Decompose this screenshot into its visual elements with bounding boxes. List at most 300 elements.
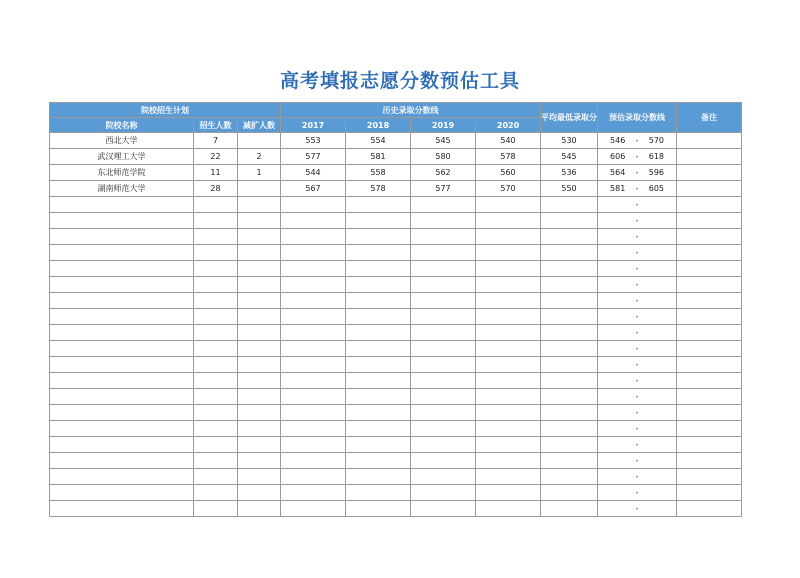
score-2019-cell[interactable]	[411, 341, 476, 357]
score-2018-cell[interactable]	[346, 261, 411, 277]
avg-min-cell[interactable]	[541, 229, 598, 245]
score-2020-cell[interactable]: 540	[476, 133, 541, 149]
score-2018-cell[interactable]	[346, 389, 411, 405]
remark-cell[interactable]	[677, 229, 742, 245]
change-count-cell[interactable]	[238, 357, 281, 373]
score-2017-cell[interactable]	[281, 469, 346, 485]
change-count-cell[interactable]	[238, 453, 281, 469]
predict-low	[610, 488, 632, 497]
predict-high: 596	[648, 168, 665, 177]
enroll-count-cell[interactable]	[194, 341, 238, 357]
school-name-cell[interactable]	[50, 245, 194, 261]
score-2017-cell[interactable]	[281, 453, 346, 469]
score-2020-cell[interactable]	[476, 469, 541, 485]
change-count-header[interactable]: 减扩人数	[238, 118, 281, 133]
predict-range-cell[interactable]	[598, 133, 677, 149]
score-2018-cell[interactable]	[346, 485, 411, 501]
score-2020-cell[interactable]	[476, 341, 541, 357]
enroll-count-cell[interactable]	[194, 437, 238, 453]
avg-min-cell[interactable]: 550	[541, 181, 598, 197]
remark-cell[interactable]	[677, 133, 742, 149]
table-row	[50, 149, 742, 165]
remark-cell[interactable]	[677, 501, 742, 517]
avg-min-cell[interactable]	[541, 309, 598, 325]
history-group-header[interactable]: 历史录取分数线	[281, 103, 541, 118]
predict-range-cell[interactable]	[598, 261, 677, 277]
score-2020-cell[interactable]: 560	[476, 165, 541, 181]
score-2017-cell[interactable]: 577	[281, 149, 346, 165]
predict-dash: -	[635, 248, 639, 257]
school-name-cell[interactable]	[50, 309, 194, 325]
predict-dash: -	[635, 136, 639, 145]
enroll-count-cell[interactable]	[194, 453, 238, 469]
score-2018-cell[interactable]	[346, 421, 411, 437]
score-2017-cell[interactable]: 553	[281, 133, 346, 149]
school-name-cell[interactable]: 西北大学	[50, 133, 194, 149]
score-2019-cell[interactable]	[411, 197, 476, 213]
predict-dash: -	[635, 392, 639, 401]
score-2020-cell[interactable]	[476, 277, 541, 293]
table-row	[50, 469, 742, 485]
avg-min-cell[interactable]	[541, 405, 598, 421]
predict-range-cell[interactable]	[598, 245, 677, 261]
score-2019-cell[interactable]	[411, 293, 476, 309]
score-2018-cell[interactable]: 554	[346, 133, 411, 149]
avg-min-cell[interactable]: 545	[541, 149, 598, 165]
score-2017-cell[interactable]	[281, 261, 346, 277]
score-2020-cell[interactable]	[476, 261, 541, 277]
enroll-count-cell[interactable]	[194, 501, 238, 517]
remark-cell[interactable]	[677, 181, 742, 197]
score-2019-cell[interactable]	[411, 501, 476, 517]
year-header-2017[interactable]: 2017	[281, 118, 346, 133]
avg-min-cell[interactable]	[541, 373, 598, 389]
avg-min-cell[interactable]	[541, 469, 598, 485]
avg-min-cell[interactable]	[541, 437, 598, 453]
school-name-cell[interactable]	[50, 373, 194, 389]
score-2017-cell[interactable]	[281, 309, 346, 325]
enroll-count-cell[interactable]: 22	[194, 149, 238, 165]
enroll-count-cell[interactable]	[194, 421, 238, 437]
score-2017-cell[interactable]: 567	[281, 181, 346, 197]
predict-dash: -	[635, 200, 639, 209]
avg-min-cell[interactable]	[541, 213, 598, 229]
remark-cell[interactable]	[677, 453, 742, 469]
remark-cell[interactable]	[677, 373, 742, 389]
enroll-count-cell[interactable]	[194, 485, 238, 501]
remark-cell[interactable]	[677, 325, 742, 341]
predict-dash: -	[635, 408, 639, 417]
score-2017-cell[interactable]	[281, 437, 346, 453]
enroll-count-cell[interactable]	[194, 469, 238, 485]
enroll-count-cell[interactable]	[194, 373, 238, 389]
predict-high	[642, 472, 664, 481]
score-2018-cell[interactable]	[346, 341, 411, 357]
score-2019-cell[interactable]	[411, 469, 476, 485]
score-2017-cell[interactable]	[281, 405, 346, 421]
remark-cell[interactable]	[677, 165, 742, 181]
remark-cell[interactable]	[677, 245, 742, 261]
score-2019-cell[interactable]	[411, 389, 476, 405]
score-2018-cell[interactable]	[346, 453, 411, 469]
predict-range-cell[interactable]	[598, 181, 677, 197]
remark-cell[interactable]	[677, 357, 742, 373]
predict-low	[610, 280, 632, 289]
score-2017-cell[interactable]	[281, 245, 346, 261]
remark-cell[interactable]	[677, 261, 742, 277]
predict-dash: -	[635, 184, 639, 193]
avg-min-header[interactable]: 平均最低录取分	[541, 103, 598, 133]
change-count-cell[interactable]	[238, 309, 281, 325]
score-2018-cell[interactable]	[346, 437, 411, 453]
school-name-cell[interactable]	[50, 469, 194, 485]
predict-dash: -	[635, 296, 639, 305]
change-count-cell[interactable]	[238, 181, 281, 197]
school-name-cell[interactable]: 东北师范学院	[50, 165, 194, 181]
score-2018-cell[interactable]	[346, 197, 411, 213]
score-2020-cell[interactable]	[476, 485, 541, 501]
remark-cell[interactable]	[677, 149, 742, 165]
table-row	[50, 309, 742, 325]
score-2020-cell[interactable]	[476, 501, 541, 517]
score-2020-cell[interactable]	[476, 213, 541, 229]
avg-min-cell[interactable]	[541, 293, 598, 309]
year-header-2019[interactable]: 2019	[411, 118, 476, 133]
avg-min-cell[interactable]	[541, 325, 598, 341]
predict-low	[610, 232, 632, 241]
predict-range-cell[interactable]	[598, 309, 677, 325]
predict-high	[642, 296, 664, 305]
score-2017-cell[interactable]	[281, 325, 346, 341]
predict-range-cell[interactable]	[598, 341, 677, 357]
predict-low	[610, 456, 632, 465]
plan-group-header[interactable]: 院校招生计划	[50, 103, 281, 118]
table-row	[50, 181, 742, 197]
change-count-cell[interactable]	[238, 293, 281, 309]
predict-low: 581	[610, 184, 626, 193]
predict-dash: -	[635, 504, 639, 513]
predict-high	[642, 376, 664, 385]
school-name-cell[interactable]	[50, 501, 194, 517]
predict-range-cell[interactable]	[598, 405, 677, 421]
avg-min-cell[interactable]	[541, 261, 598, 277]
enroll-count-cell[interactable]	[194, 197, 238, 213]
predict-range-cell[interactable]	[598, 165, 677, 181]
score-2020-cell[interactable]: 570	[476, 181, 541, 197]
school-name-cell[interactable]: 湖南师范大学	[50, 181, 194, 197]
enroll-count-cell[interactable]	[194, 405, 238, 421]
predict-range-cell[interactable]	[598, 389, 677, 405]
score-2019-cell[interactable]	[411, 261, 476, 277]
change-count-cell[interactable]	[238, 213, 281, 229]
school-name-cell[interactable]	[50, 229, 194, 245]
enroll-count-cell[interactable]	[194, 293, 238, 309]
predict-range-cell[interactable]	[598, 149, 677, 165]
score-2018-cell[interactable]	[346, 469, 411, 485]
predict-range-cell[interactable]	[598, 469, 677, 485]
remark-cell[interactable]	[677, 341, 742, 357]
school-name-cell[interactable]	[50, 405, 194, 421]
score-2020-cell[interactable]	[476, 357, 541, 373]
predict-dash: -	[635, 360, 639, 369]
predict-dash: -	[635, 264, 639, 273]
score-2017-cell[interactable]	[281, 373, 346, 389]
predict-range-cell[interactable]	[598, 421, 677, 437]
remark-header[interactable]: 备注	[677, 103, 742, 133]
change-count-cell[interactable]	[238, 501, 281, 517]
avg-min-cell[interactable]	[541, 341, 598, 357]
school-name-cell[interactable]	[50, 421, 194, 437]
remark-cell[interactable]	[677, 469, 742, 485]
score-2020-cell[interactable]	[476, 389, 541, 405]
score-2019-cell[interactable]	[411, 245, 476, 261]
score-2018-cell[interactable]: 558	[346, 165, 411, 181]
enroll-count-cell[interactable]	[194, 261, 238, 277]
score-2018-cell[interactable]	[346, 501, 411, 517]
table-row	[50, 357, 742, 373]
change-count-cell[interactable]	[238, 373, 281, 389]
school-name-cell[interactable]	[50, 485, 194, 501]
school-name-cell[interactable]	[50, 261, 194, 277]
predict-range-cell[interactable]	[598, 229, 677, 245]
change-count-cell[interactable]	[238, 389, 281, 405]
score-2019-cell[interactable]	[411, 213, 476, 229]
header-row-group	[50, 103, 742, 118]
score-2020-cell[interactable]: 578	[476, 149, 541, 165]
enroll-count-cell[interactable]	[194, 213, 238, 229]
change-count-cell[interactable]	[238, 421, 281, 437]
change-count-cell[interactable]	[238, 325, 281, 341]
change-count-cell[interactable]	[238, 229, 281, 245]
table-row	[50, 277, 742, 293]
avg-min-cell[interactable]	[541, 501, 598, 517]
score-2017-cell[interactable]	[281, 341, 346, 357]
score-2017-cell[interactable]	[281, 197, 346, 213]
table-row	[50, 133, 742, 149]
score-2020-cell[interactable]	[476, 453, 541, 469]
score-2017-cell[interactable]	[281, 229, 346, 245]
predict-low: 546	[610, 136, 626, 145]
predict-dash: -	[635, 216, 639, 225]
enroll-count-cell[interactable]	[194, 325, 238, 341]
predict-range-cell[interactable]	[598, 485, 677, 501]
score-2017-cell[interactable]	[281, 421, 346, 437]
table-row	[50, 485, 742, 501]
predict-range-cell[interactable]	[598, 373, 677, 389]
school-name-header[interactable]: 院校名称	[50, 118, 194, 133]
school-name-cell[interactable]	[50, 341, 194, 357]
score-2018-cell[interactable]: 578	[346, 181, 411, 197]
score-2020-cell[interactable]	[476, 325, 541, 341]
score-2017-cell[interactable]: 544	[281, 165, 346, 181]
predict-range-cell[interactable]	[598, 293, 677, 309]
change-count-cell[interactable]	[238, 197, 281, 213]
predict-range-cell[interactable]	[598, 437, 677, 453]
score-2018-cell[interactable]	[346, 293, 411, 309]
score-2019-cell[interactable]	[411, 325, 476, 341]
predict-high	[642, 392, 664, 401]
predict-low	[610, 248, 632, 257]
predict-high	[642, 456, 664, 465]
score-2018-cell[interactable]	[346, 245, 411, 261]
predict-range-cell[interactable]	[598, 325, 677, 341]
score-2019-cell[interactable]	[411, 309, 476, 325]
predict-dash: -	[635, 152, 639, 161]
enroll-count-cell[interactable]	[194, 357, 238, 373]
school-name-cell[interactable]	[50, 357, 194, 373]
score-2018-cell[interactable]: 581	[346, 149, 411, 165]
score-2019-cell[interactable]: 577	[411, 181, 476, 197]
school-name-cell[interactable]	[50, 293, 194, 309]
score-2017-cell[interactable]	[281, 485, 346, 501]
change-count-cell[interactable]	[238, 469, 281, 485]
school-name-cell[interactable]	[50, 197, 194, 213]
avg-min-cell[interactable]	[541, 421, 598, 437]
score-2020-cell[interactable]	[476, 293, 541, 309]
score-2019-cell[interactable]	[411, 373, 476, 389]
predict-range-cell[interactable]	[598, 213, 677, 229]
predict-high	[642, 312, 664, 321]
score-2017-cell[interactable]	[281, 389, 346, 405]
change-count-cell[interactable]	[238, 437, 281, 453]
school-name-cell[interactable]: 武汉理工大学	[50, 149, 194, 165]
predict-range-cell[interactable]	[598, 357, 677, 373]
score-2017-cell[interactable]	[281, 357, 346, 373]
score-2019-cell[interactable]	[411, 485, 476, 501]
change-count-cell[interactable]	[238, 261, 281, 277]
change-count-cell[interactable]	[238, 133, 281, 149]
avg-min-cell[interactable]	[541, 485, 598, 501]
score-2020-cell[interactable]	[476, 373, 541, 389]
score-2019-cell[interactable]	[411, 437, 476, 453]
remark-cell[interactable]	[677, 197, 742, 213]
score-2019-cell[interactable]: 580	[411, 149, 476, 165]
score-2018-cell[interactable]	[346, 373, 411, 389]
score-2020-cell[interactable]	[476, 405, 541, 421]
enroll-count-header[interactable]: 招生人数	[194, 118, 238, 133]
enroll-count-cell[interactable]	[194, 309, 238, 325]
avg-min-cell[interactable]	[541, 197, 598, 213]
remark-cell[interactable]	[677, 309, 742, 325]
enroll-count-cell[interactable]: 11	[194, 165, 238, 181]
predict-range-cell[interactable]	[598, 501, 677, 517]
predict-header[interactable]: 预估录取分数线	[598, 103, 677, 133]
predict-low: 606	[610, 152, 626, 161]
avg-min-cell[interactable]	[541, 453, 598, 469]
score-2018-cell[interactable]	[346, 325, 411, 341]
remark-cell[interactable]	[677, 405, 742, 421]
remark-cell[interactable]	[677, 421, 742, 437]
school-name-cell[interactable]	[50, 325, 194, 341]
remark-cell[interactable]	[677, 389, 742, 405]
enroll-count-cell[interactable]	[194, 277, 238, 293]
school-name-cell[interactable]	[50, 437, 194, 453]
score-2017-cell[interactable]	[281, 501, 346, 517]
change-count-cell[interactable]	[238, 245, 281, 261]
table-row	[50, 421, 742, 437]
score-2019-cell[interactable]	[411, 405, 476, 421]
enroll-count-cell[interactable]	[194, 229, 238, 245]
school-name-cell[interactable]	[50, 453, 194, 469]
remark-cell[interactable]	[677, 293, 742, 309]
score-2019-cell[interactable]	[411, 229, 476, 245]
enroll-count-cell[interactable]: 28	[194, 181, 238, 197]
score-2018-cell[interactable]	[346, 229, 411, 245]
change-count-cell[interactable]	[238, 277, 281, 293]
remark-cell[interactable]	[677, 437, 742, 453]
score-2018-cell[interactable]	[346, 213, 411, 229]
avg-min-cell[interactable]	[541, 389, 598, 405]
change-count-cell[interactable]	[238, 485, 281, 501]
score-2019-cell[interactable]	[411, 421, 476, 437]
table-row	[50, 197, 742, 213]
avg-min-cell[interactable]: 530	[541, 133, 598, 149]
predict-low	[610, 312, 632, 321]
score-2018-cell[interactable]	[346, 357, 411, 373]
score-2019-cell[interactable]	[411, 357, 476, 373]
predict-range-cell[interactable]	[598, 197, 677, 213]
year-header-2018[interactable]: 2018	[346, 118, 411, 133]
table-row	[50, 373, 742, 389]
school-name-cell[interactable]	[50, 213, 194, 229]
change-count-cell[interactable]	[238, 405, 281, 421]
score-2020-cell[interactable]	[476, 245, 541, 261]
score-2020-cell[interactable]	[476, 421, 541, 437]
score-2018-cell[interactable]	[346, 309, 411, 325]
score-2018-cell[interactable]	[346, 405, 411, 421]
predict-low: 564	[610, 168, 626, 177]
year-header-2020[interactable]: 2020	[476, 118, 541, 133]
school-name-cell[interactable]	[50, 277, 194, 293]
score-2020-cell[interactable]	[476, 197, 541, 213]
avg-min-cell[interactable]	[541, 357, 598, 373]
avg-min-cell[interactable]	[541, 277, 598, 293]
remark-cell[interactable]	[677, 277, 742, 293]
score-2020-cell[interactable]	[476, 229, 541, 245]
remark-cell[interactable]	[677, 485, 742, 501]
predict-dash: -	[635, 456, 639, 465]
predict-low	[610, 392, 632, 401]
score-2017-cell[interactable]	[281, 293, 346, 309]
score-2020-cell[interactable]	[476, 309, 541, 325]
remark-cell[interactable]	[677, 213, 742, 229]
avg-min-cell[interactable]	[541, 245, 598, 261]
score-2019-cell[interactable]	[411, 453, 476, 469]
score-2017-cell[interactable]	[281, 213, 346, 229]
change-count-cell[interactable]	[238, 341, 281, 357]
score-2019-cell[interactable]	[411, 277, 476, 293]
score-2017-cell[interactable]	[281, 277, 346, 293]
score-2020-cell[interactable]	[476, 437, 541, 453]
predict-range-cell[interactable]	[598, 453, 677, 469]
predict-range-cell[interactable]	[598, 277, 677, 293]
predict-low	[610, 424, 632, 433]
predict-high	[642, 360, 664, 369]
change-count-cell[interactable]: 1	[238, 165, 281, 181]
enroll-count-cell[interactable]	[194, 389, 238, 405]
school-name-cell[interactable]	[50, 389, 194, 405]
score-2019-cell[interactable]: 545	[411, 133, 476, 149]
enroll-count-cell[interactable]	[194, 245, 238, 261]
predict-low	[610, 296, 632, 305]
change-count-cell[interactable]: 2	[238, 149, 281, 165]
score-2018-cell[interactable]	[346, 277, 411, 293]
predict-high	[642, 488, 664, 497]
avg-min-cell[interactable]: 536	[541, 165, 598, 181]
table-row	[50, 165, 742, 181]
enroll-count-cell[interactable]: 7	[194, 133, 238, 149]
score-2019-cell[interactable]: 562	[411, 165, 476, 181]
